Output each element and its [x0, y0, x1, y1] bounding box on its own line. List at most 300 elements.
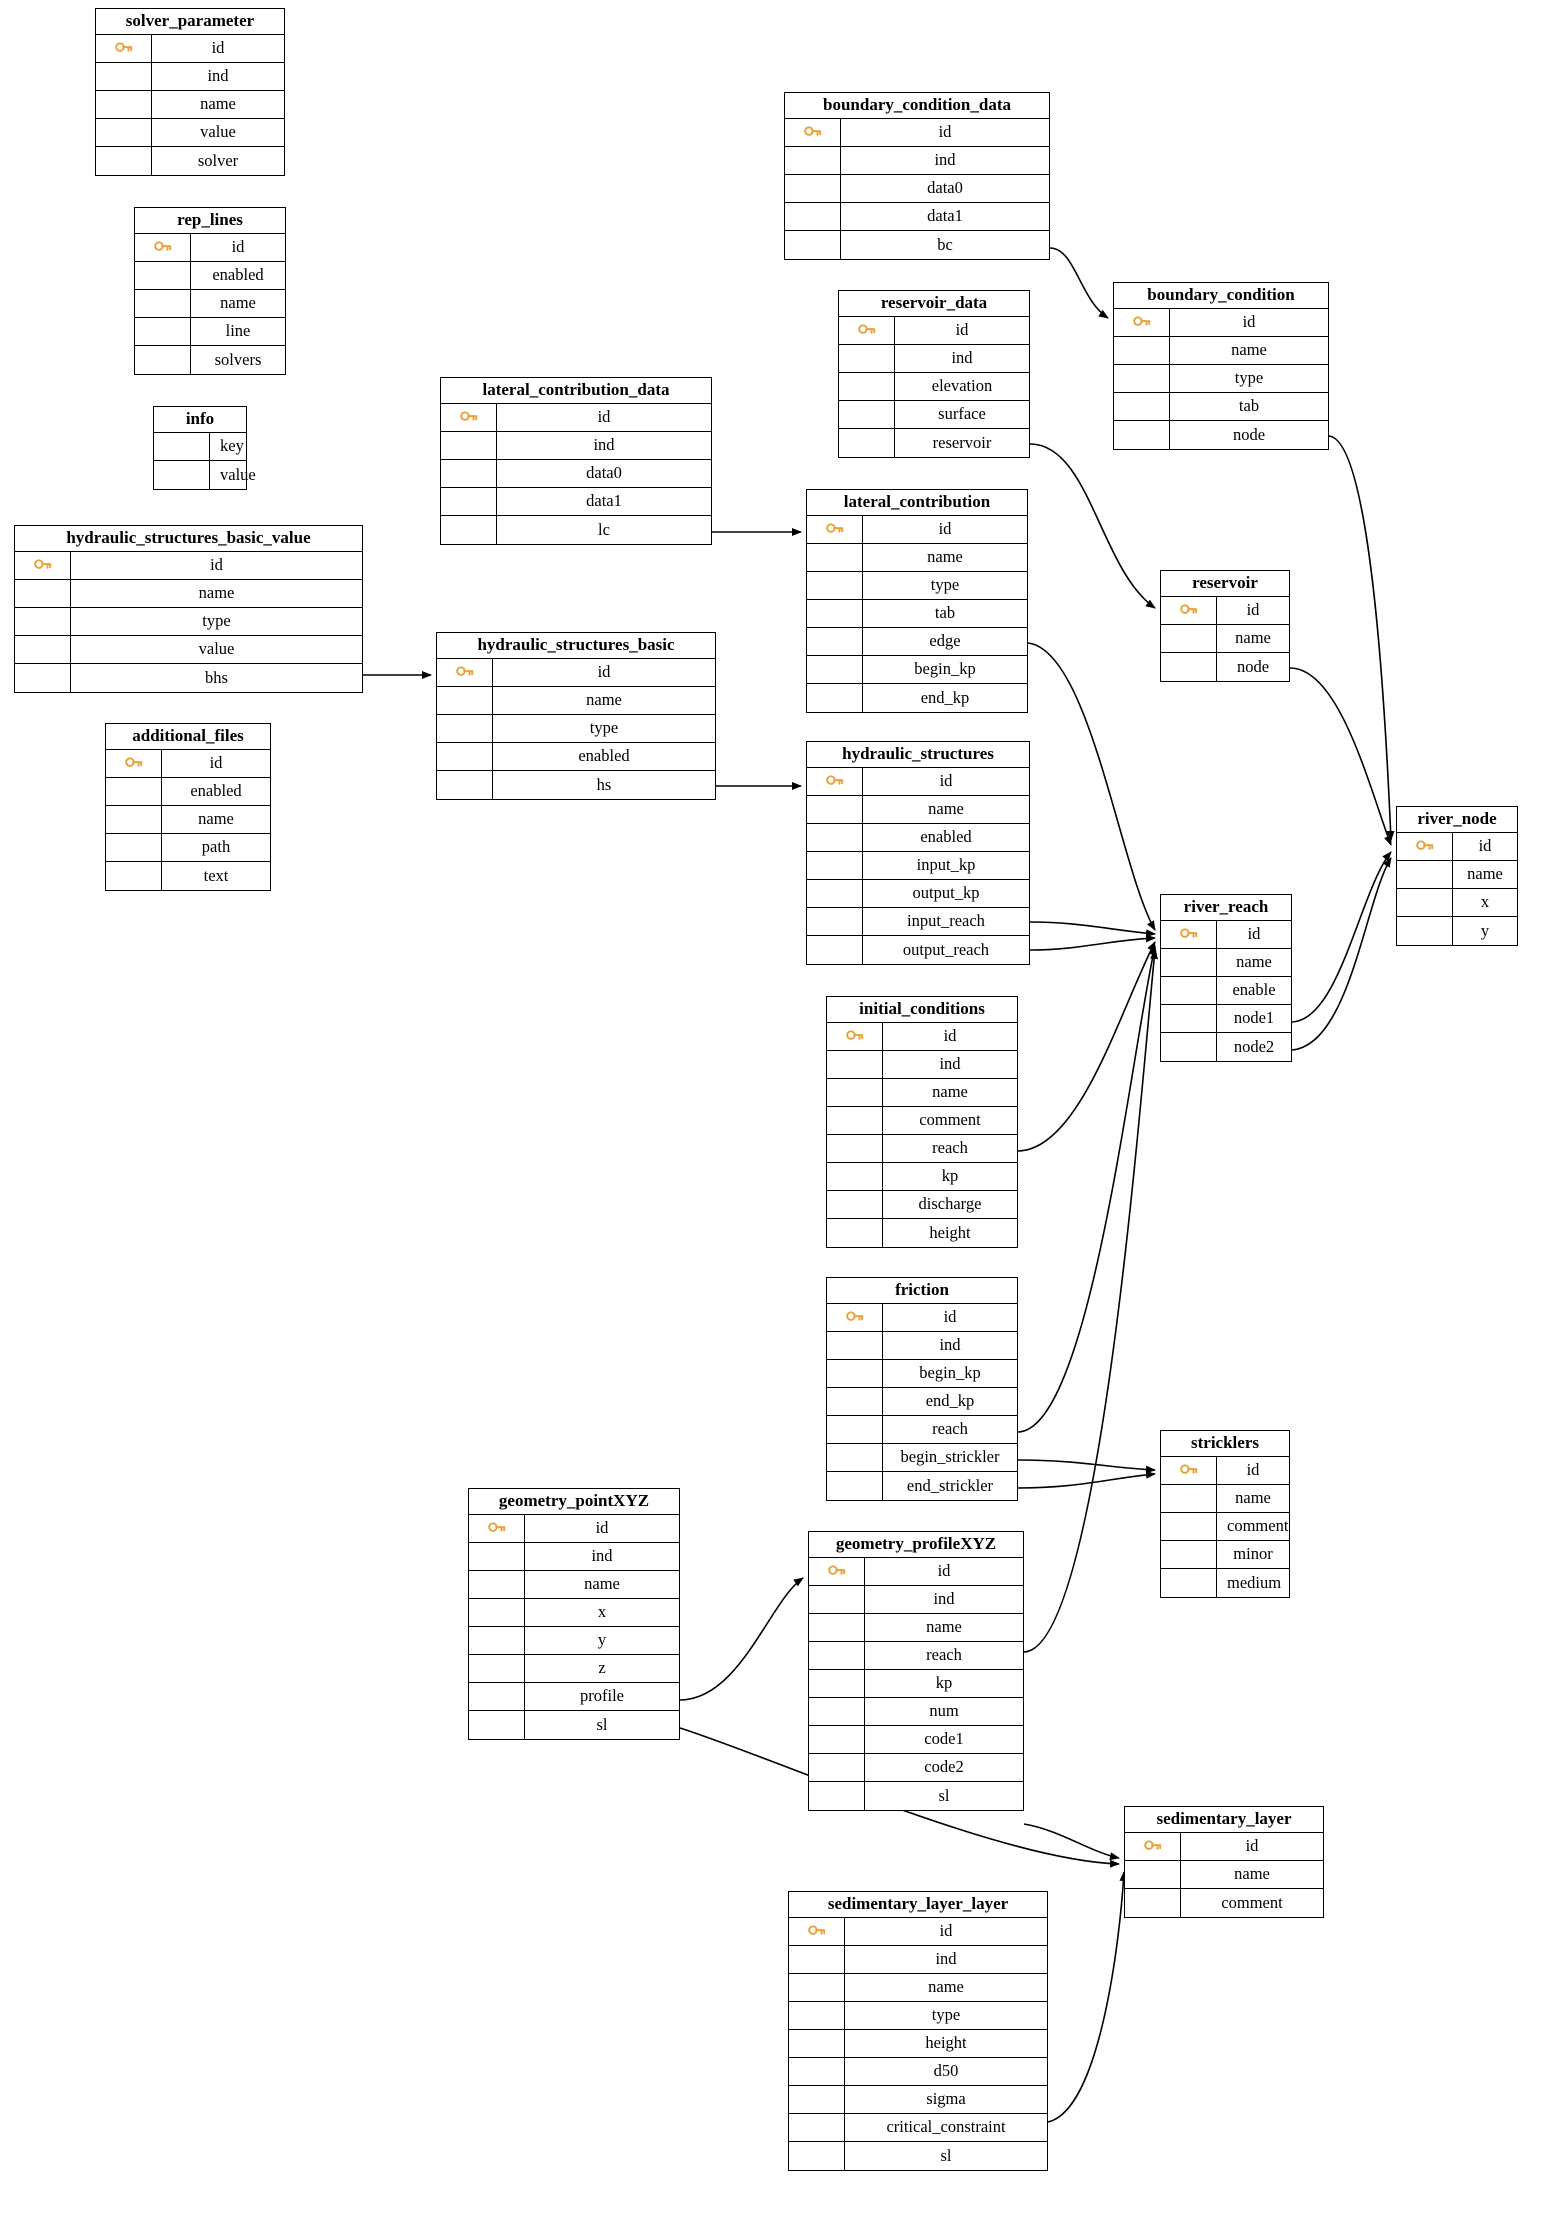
field-key-cell: [807, 796, 863, 823]
field-key-cell: [1114, 421, 1170, 449]
field-key-cell: [1125, 1861, 1181, 1888]
field-row[interactable]: [789, 1918, 1047, 1946]
primary-key-icon-cell: [1161, 921, 1217, 948]
field-row[interactable]: [809, 1642, 1023, 1670]
field-key-cell: [1161, 1485, 1217, 1512]
field-row[interactable]: [437, 743, 715, 771]
field-row[interactable]: [1397, 833, 1517, 861]
field-row[interactable]: [135, 346, 285, 374]
field-row[interactable]: [827, 1304, 1017, 1332]
field-key-cell: [135, 318, 191, 345]
field-name: minor: [1233, 1544, 1273, 1564]
entity-stricklers[interactable]: [1160, 1430, 1290, 1598]
field-key-cell: [839, 345, 895, 372]
field-name: ind: [593, 435, 615, 455]
field-name: value: [200, 122, 236, 142]
field-key-cell: [469, 1627, 525, 1654]
entity-geometry_pointXYZ[interactable]: [468, 1488, 680, 1740]
field-row[interactable]: [789, 1974, 1047, 2002]
field-row[interactable]: [96, 91, 284, 119]
field-key-cell: [785, 231, 841, 259]
field-row[interactable]: [807, 628, 1027, 656]
field-row[interactable]: [96, 63, 284, 91]
field-name: y: [597, 1630, 607, 1650]
field-name: id: [1246, 600, 1260, 620]
field-row[interactable]: [785, 203, 1049, 231]
field-name: kp: [935, 1673, 953, 1693]
field-row[interactable]: [809, 1586, 1023, 1614]
entity-hydraulic_structures[interactable]: [806, 741, 1030, 965]
field-row[interactable]: [1161, 1485, 1289, 1513]
key-icon: [125, 756, 143, 770]
field-row[interactable]: [1125, 1889, 1323, 1917]
field-name: name: [220, 293, 256, 313]
field-row[interactable]: [789, 1946, 1047, 1974]
field-name: reach: [932, 1138, 968, 1158]
field-name: id: [597, 662, 611, 682]
entity-reservoir[interactable]: [1160, 570, 1290, 682]
primary-key-icon-cell: [1161, 1457, 1217, 1484]
field-key-cell: [827, 1416, 883, 1443]
field-row[interactable]: [1161, 653, 1289, 681]
field-key-cell: [469, 1655, 525, 1682]
primary-key-icon-cell: [437, 659, 493, 686]
field-key-cell: [1161, 1541, 1217, 1568]
field-row[interactable]: [1161, 1457, 1289, 1485]
entity-sedimentary_layer[interactable]: [1124, 1806, 1324, 1918]
entity-title: sedimentary_layer_layer: [789, 1892, 1047, 1918]
entity-title: hydraulic_structures_basic: [437, 633, 715, 659]
field-row[interactable]: [807, 544, 1027, 572]
field-row[interactable]: [1161, 1569, 1289, 1597]
field-row[interactable]: [1161, 977, 1291, 1005]
field-name: id: [939, 771, 953, 791]
field-name: name: [928, 799, 964, 819]
field-row[interactable]: [1161, 949, 1291, 977]
field-name: name: [928, 1977, 964, 1997]
entity-reservoir_data[interactable]: [838, 290, 1030, 458]
primary-key-icon-cell: [106, 750, 162, 777]
field-row[interactable]: [809, 1558, 1023, 1586]
field-row[interactable]: [469, 1599, 679, 1627]
field-row[interactable]: [827, 1135, 1017, 1163]
key-icon: [1133, 315, 1151, 329]
field-row[interactable]: [441, 404, 711, 432]
field-row[interactable]: [437, 659, 715, 687]
field-row[interactable]: [135, 318, 285, 346]
field-name: name: [586, 690, 622, 710]
field-key-cell: [809, 1782, 865, 1810]
entity-river_node[interactable]: [1396, 806, 1518, 946]
field-key-cell: [441, 516, 497, 544]
field-row[interactable]: [839, 429, 1029, 457]
field-key-cell: [1161, 949, 1217, 976]
field-key-cell: [96, 119, 152, 146]
field-row[interactable]: [96, 119, 284, 147]
key-icon: [488, 1521, 506, 1535]
field-row[interactable]: [469, 1683, 679, 1711]
field-name: name: [584, 1574, 620, 1594]
field-name: data0: [586, 463, 622, 483]
field-row[interactable]: [827, 1444, 1017, 1472]
field-row[interactable]: [827, 1472, 1017, 1500]
field-row[interactable]: [1397, 861, 1517, 889]
field-row[interactable]: [441, 460, 711, 488]
field-name: output_reach: [902, 939, 990, 959]
field-row[interactable]: [807, 656, 1027, 684]
field-row[interactable]: [469, 1543, 679, 1571]
field-row[interactable]: [15, 580, 362, 608]
field-row[interactable]: [827, 1163, 1017, 1191]
key-icon: [1144, 1839, 1162, 1853]
entity-boundary_condition[interactable]: [1113, 282, 1329, 450]
field-row[interactable]: [1397, 917, 1517, 945]
field-name: name: [926, 1617, 962, 1637]
field-row[interactable]: [827, 1191, 1017, 1219]
field-row[interactable]: [96, 35, 284, 63]
field-row[interactable]: [807, 880, 1029, 908]
field-row[interactable]: [135, 262, 285, 290]
field-key-cell: [807, 656, 863, 683]
field-row[interactable]: [1114, 365, 1328, 393]
entity-rep_lines[interactable]: [134, 207, 286, 375]
field-name: enable: [1232, 980, 1276, 1000]
field-name: enabled: [212, 265, 264, 285]
field-name: name: [198, 809, 234, 829]
field-row[interactable]: [807, 936, 1029, 964]
entity-title: river_node: [1397, 807, 1517, 833]
field-row[interactable]: [789, 2030, 1047, 2058]
field-row[interactable]: [827, 1219, 1017, 1247]
field-name: name: [1236, 952, 1272, 972]
field-row[interactable]: [789, 2058, 1047, 2086]
field-name: height: [925, 2033, 967, 2053]
key-icon: [1416, 839, 1434, 853]
field-row[interactable]: [785, 147, 1049, 175]
entity-river_reach[interactable]: [1160, 894, 1292, 1062]
field-key-cell: [1397, 889, 1453, 916]
field-row[interactable]: [154, 433, 246, 461]
field-row[interactable]: [15, 608, 362, 636]
field-name: surface: [938, 404, 986, 424]
field-name: ind: [934, 150, 956, 170]
primary-key-icon-cell: [827, 1023, 883, 1050]
field-key-cell: [437, 687, 493, 714]
field-key-cell: [441, 460, 497, 487]
field-row[interactable]: [807, 600, 1027, 628]
key-icon: [456, 665, 474, 679]
primary-key-icon-cell: [785, 119, 841, 146]
field-row[interactable]: [15, 636, 362, 664]
field-row[interactable]: [807, 796, 1029, 824]
field-key-cell: [827, 1163, 883, 1190]
field-name: edge: [929, 631, 961, 651]
field-row[interactable]: [809, 1670, 1023, 1698]
field-row[interactable]: [1114, 309, 1328, 337]
field-name: reach: [926, 1645, 962, 1665]
entity-title: stricklers: [1161, 1431, 1289, 1457]
field-row[interactable]: [1161, 597, 1289, 625]
field-key-cell: [807, 600, 863, 627]
field-name: comment: [1227, 1516, 1289, 1536]
field-name: name: [932, 1082, 968, 1102]
field-key-cell: [809, 1726, 865, 1753]
field-key-cell: [789, 2002, 845, 2029]
field-row[interactable]: [809, 1698, 1023, 1726]
field-key-cell: [807, 572, 863, 599]
field-row[interactable]: [1114, 337, 1328, 365]
field-key-cell: [809, 1670, 865, 1697]
entity-boundary_condition_data[interactable]: [784, 92, 1050, 260]
field-name: ind: [939, 1054, 961, 1074]
field-row[interactable]: [827, 1107, 1017, 1135]
entity-title: hydraulic_structures: [807, 742, 1029, 768]
entity-title: reservoir: [1161, 571, 1289, 597]
field-key-cell: [96, 91, 152, 118]
field-name: id: [939, 1921, 953, 1941]
field-row[interactable]: [827, 1360, 1017, 1388]
field-name: id: [1245, 1836, 1259, 1856]
field-key-cell: [106, 862, 162, 890]
field-row[interactable]: [135, 290, 285, 318]
field-row[interactable]: [839, 317, 1029, 345]
field-name: discharge: [918, 1194, 982, 1214]
field-row[interactable]: [839, 401, 1029, 429]
field-row[interactable]: [785, 175, 1049, 203]
entity-title: info: [154, 407, 246, 433]
field-name: data1: [927, 206, 963, 226]
field-row[interactable]: [469, 1627, 679, 1655]
field-key-cell: [807, 880, 863, 907]
primary-key-icon-cell: [809, 1558, 865, 1585]
field-name: begin_strickler: [900, 1447, 1000, 1467]
field-name: ind: [935, 1949, 957, 1969]
field-name: z: [598, 1658, 606, 1678]
field-row[interactable]: [1125, 1861, 1323, 1889]
primary-key-icon-cell: [15, 552, 71, 579]
key-icon: [115, 41, 133, 55]
entity-title: river_reach: [1161, 895, 1291, 921]
field-row[interactable]: [807, 908, 1029, 936]
field-key-cell: [785, 175, 841, 202]
field-row[interactable]: [1161, 625, 1289, 653]
field-name: name: [1231, 340, 1267, 360]
field-row[interactable]: [469, 1515, 679, 1543]
field-row[interactable]: [469, 1571, 679, 1599]
key-icon: [34, 558, 52, 572]
field-row[interactable]: [827, 1388, 1017, 1416]
field-row[interactable]: [106, 862, 270, 890]
field-name: type: [930, 575, 960, 595]
field-row[interactable]: [807, 684, 1027, 712]
field-row[interactable]: [15, 552, 362, 580]
field-key-cell: [1161, 1569, 1217, 1597]
entity-title: boundary_condition: [1114, 283, 1328, 309]
primary-key-icon-cell: [1161, 597, 1217, 624]
field-name: begin_kp: [914, 659, 976, 679]
primary-key-icon-cell: [135, 234, 191, 261]
field-key-cell: [1161, 625, 1217, 652]
field-key-cell: [807, 936, 863, 964]
field-name: kp: [941, 1166, 959, 1186]
field-row[interactable]: [1397, 889, 1517, 917]
field-name: name: [1235, 1488, 1271, 1508]
primary-key-icon-cell: [441, 404, 497, 431]
field-name: output_kp: [912, 883, 980, 903]
key-icon: [154, 240, 172, 254]
field-row[interactable]: [437, 687, 715, 715]
entity-title: reservoir_data: [839, 291, 1029, 317]
field-name: solver: [197, 150, 239, 170]
entity-title: rep_lines: [135, 208, 285, 234]
field-name: name: [1235, 628, 1271, 648]
field-key-cell: [135, 262, 191, 289]
field-row[interactable]: [789, 2086, 1047, 2114]
field-row[interactable]: [1161, 921, 1291, 949]
primary-key-icon-cell: [1125, 1833, 1181, 1860]
entity-lateral_contribution[interactable]: [806, 489, 1028, 713]
field-row[interactable]: [441, 488, 711, 516]
field-key-cell: [807, 908, 863, 935]
field-name: medium: [1227, 1572, 1282, 1592]
field-name: reservoir: [932, 432, 992, 452]
entity-lateral_contribution_data[interactable]: [440, 377, 712, 545]
key-icon: [1180, 603, 1198, 617]
field-name: id: [211, 38, 225, 58]
field-row[interactable]: [469, 1711, 679, 1739]
field-name: id: [209, 753, 223, 773]
field-row[interactable]: [437, 715, 715, 743]
entity-info[interactable]: [153, 406, 256, 490]
field-row[interactable]: [827, 1079, 1017, 1107]
field-row[interactable]: [807, 824, 1029, 852]
field-key-cell: [809, 1614, 865, 1641]
field-key-cell: [809, 1754, 865, 1781]
field-row[interactable]: [1114, 421, 1328, 449]
field-key-cell: [839, 373, 895, 400]
primary-key-icon-cell: [827, 1304, 883, 1331]
entity-friction[interactable]: [826, 1277, 1018, 1501]
field-row[interactable]: [809, 1614, 1023, 1642]
entity-additional_files[interactable]: [105, 723, 271, 891]
field-row[interactable]: [106, 834, 270, 862]
field-key-cell: [827, 1360, 883, 1387]
field-name: bhs: [205, 667, 228, 687]
field-row[interactable]: [785, 119, 1049, 147]
field-row[interactable]: [154, 461, 256, 489]
field-name: key: [220, 436, 244, 456]
field-row[interactable]: [1125, 1833, 1323, 1861]
field-row[interactable]: [809, 1782, 1023, 1810]
field-name: bc: [937, 234, 953, 254]
entity-hydraulic_structures_basic[interactable]: [436, 632, 716, 800]
entity-geometry_profileXYZ[interactable]: [808, 1531, 1024, 1811]
field-name: node: [1232, 424, 1266, 444]
field-row[interactable]: [1161, 1033, 1291, 1061]
field-row[interactable]: [807, 516, 1027, 544]
field-row[interactable]: [437, 771, 715, 799]
field-key-cell: [809, 1586, 865, 1613]
field-name: id: [231, 237, 245, 257]
field-row[interactable]: [135, 234, 285, 262]
field-name: code1: [924, 1729, 964, 1749]
field-key-cell: [106, 806, 162, 833]
field-row[interactable]: [827, 1023, 1017, 1051]
primary-key-icon-cell: [1114, 309, 1170, 336]
field-row[interactable]: [785, 231, 1049, 259]
field-row[interactable]: [789, 2114, 1047, 2142]
field-row[interactable]: [789, 2142, 1047, 2170]
field-name: id: [938, 519, 952, 539]
field-key-cell: [1397, 917, 1453, 945]
field-row[interactable]: [96, 147, 284, 175]
field-row[interactable]: [807, 572, 1027, 600]
field-name: tab: [1238, 396, 1260, 416]
field-row[interactable]: [1161, 1005, 1291, 1033]
field-name: id: [597, 407, 611, 427]
primary-key-icon-cell: [1397, 833, 1453, 860]
field-key-cell: [106, 834, 162, 861]
field-row[interactable]: [1161, 1541, 1289, 1569]
field-key-cell: [106, 778, 162, 805]
field-row[interactable]: [827, 1332, 1017, 1360]
field-name: id: [955, 320, 969, 340]
field-row[interactable]: [469, 1655, 679, 1683]
field-row[interactable]: [839, 345, 1029, 373]
field-key-cell: [789, 2142, 845, 2170]
field-key-cell: [827, 1388, 883, 1415]
field-name: node: [1236, 656, 1270, 676]
field-row[interactable]: [441, 516, 711, 544]
field-row[interactable]: [827, 1051, 1017, 1079]
key-icon: [846, 1029, 864, 1043]
field-row[interactable]: [106, 806, 270, 834]
field-row[interactable]: [809, 1754, 1023, 1782]
field-name: name: [1234, 1864, 1270, 1884]
field-key-cell: [807, 544, 863, 571]
field-key-cell: [469, 1683, 525, 1710]
field-name: end_strickler: [906, 1475, 994, 1495]
entity-sedimentary_layer_layer[interactable]: [788, 1891, 1048, 2171]
field-key-cell: [96, 147, 152, 175]
field-row[interactable]: [809, 1726, 1023, 1754]
field-key-cell: [1114, 393, 1170, 420]
field-key-cell: [1114, 337, 1170, 364]
field-key-cell: [839, 429, 895, 457]
field-row[interactable]: [441, 432, 711, 460]
field-key-cell: [15, 636, 71, 663]
field-row[interactable]: [807, 852, 1029, 880]
field-row[interactable]: [1114, 393, 1328, 421]
field-row[interactable]: [106, 750, 270, 778]
entity-initial_conditions[interactable]: [826, 996, 1018, 1248]
field-key-cell: [807, 852, 863, 879]
entity-solver_parameter[interactable]: [95, 8, 285, 176]
field-row[interactable]: [789, 2002, 1047, 2030]
field-name: name: [200, 94, 236, 114]
entity-hydraulic_structures_basic_value[interactable]: [14, 525, 363, 693]
field-key-cell: [1397, 861, 1453, 888]
field-row[interactable]: [807, 768, 1029, 796]
field-key-cell: [1161, 1005, 1217, 1032]
field-row[interactable]: [839, 373, 1029, 401]
field-row[interactable]: [15, 664, 362, 692]
field-row[interactable]: [106, 778, 270, 806]
field-name: begin_kp: [919, 1363, 981, 1383]
field-row[interactable]: [827, 1416, 1017, 1444]
field-row[interactable]: [1161, 1513, 1289, 1541]
field-key-cell: [437, 715, 493, 742]
